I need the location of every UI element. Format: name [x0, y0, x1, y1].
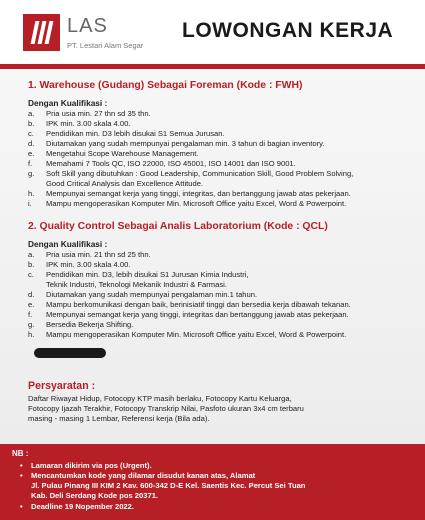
bullet-icon: •: [20, 471, 23, 480]
list-item-letter: b.: [28, 260, 35, 269]
note-item: • Deadline 19 Nopember 2022.: [20, 502, 134, 511]
list-item-letter: g.: [28, 320, 35, 329]
list-item: [28, 149, 199, 159]
list-item-letter: f.: [28, 310, 33, 319]
header: [0, 0, 425, 68]
bullet-icon: •: [20, 502, 23, 511]
list-item-letter: a.: [28, 250, 35, 259]
list-item-letter: e.: [28, 300, 35, 309]
redacted-bar: [34, 348, 106, 358]
notes-panel: [0, 444, 425, 520]
list-item: [28, 260, 130, 270]
position-1-heading: 1. Warehouse (Gudang) Sebagai Foreman (Kode : FWH): [28, 80, 303, 91]
note-item: • Lamaran dikirim via pos (Urgent).: [20, 461, 152, 470]
list-item: [28, 330, 346, 340]
requirements-title: Persyaratan :: [28, 380, 96, 392]
logo-subtitle: PT. Lestari Alam Segar: [67, 41, 144, 50]
bullet-icon: •: [20, 461, 23, 470]
list-item-letter: d.: [28, 290, 35, 299]
list-item-text: Diutamakan yang sudah mempunyai pengalaman min.1 tahun.: [46, 290, 258, 299]
list-item: [28, 169, 353, 189]
list-item-continuation: Teknik Industri, Teknologi Mekanik Industri & Farmasi.: [46, 280, 227, 289]
list-item-text: Pria usia min. 27 thn sd 35 thn.: [46, 109, 151, 118]
list-item-letter: e.: [28, 149, 35, 158]
list-item-text: Memahami 7 Tools QC, ISO 22000, ISO 45001, ISO 14001 dan ISO 9001.: [46, 159, 296, 168]
list-item-continuation: Good Critical Analysis dan Excellence Attitude.: [46, 179, 204, 188]
position-2-heading: 2. Quality Control Sebagai Analis Laboratorium (Kode : QCL): [28, 221, 328, 232]
logo-name: LAS: [67, 15, 108, 37]
list-item-letter: h.: [28, 330, 35, 339]
list-item-text: Diutamakan yang sudah mempunyai pengalaman min. 3 tahun di bagian inventory.: [46, 139, 325, 148]
list-item-letter: b.: [28, 119, 35, 128]
list-item: [28, 129, 225, 139]
list-item: [28, 159, 296, 169]
list-item-text: Mempunyai semangat kerja yang tinggi, integritas, dan bertanggung jawab atas pekerjaan.: [46, 189, 351, 198]
position-2-qual-label: Dengan Kualifikasi :: [28, 239, 108, 249]
note-address-line: Kab. Deli Serdang Kode pos 20371.: [31, 491, 159, 500]
list-item-text: Pria usia min. 21 thn sd 25 thn.: [46, 250, 151, 259]
list-item-letter: c.: [28, 129, 34, 138]
company-logo-icon: [23, 14, 60, 51]
list-item: [28, 320, 133, 330]
list-item: [28, 290, 257, 300]
list-item-text: IPK min. 3.00 skala 4.00.: [46, 119, 131, 128]
list-item-text: IPK min. 3.00 skala 4.00.: [46, 260, 131, 269]
list-item-text: Mampu mengoperasikan Komputer Min. Microsoft Office yaitu Excel, Word & Powerpoint.: [46, 330, 347, 339]
list-item: [28, 310, 349, 320]
list-item-letter: f.: [28, 159, 33, 168]
requirements-line: Daftar Riwayat Hidup, Fotocopy KTP masih berlaku, Fotocopy Kartu Keluarga,: [28, 394, 292, 403]
list-item: [28, 250, 151, 260]
list-item: [28, 300, 351, 310]
list-item-text: Mengetahui Scope Warehouse Management.: [46, 149, 199, 158]
list-item: [28, 139, 324, 149]
list-item-text: Pendidikan min. D3, lebih disukai S1 Jurusan Kimia Industri,: [46, 270, 249, 279]
list-item-text: Mampu mengoperasikan Komputer Min. Microsoft Office yaitu Excel, Word & Powerpoint.: [46, 199, 347, 208]
list-item-letter: g.: [28, 169, 35, 178]
notes-label: NB :: [12, 449, 29, 458]
requirements-body: [28, 394, 398, 424]
list-item: [28, 199, 346, 209]
list-item-letter: c.: [28, 270, 34, 279]
note-address-line: Jl. Pulau Pinang III KIM 2 Kav. 600-342 D-E Kel. Saentis Kec. Percut Sei Tuan: [31, 481, 306, 490]
requirements-line: Fotocopy Ijazah Terakhir, Fotocopy Transkrip Nilai, Pasfoto ukuran 3x4 cm terbaru: [28, 404, 304, 413]
list-item-text: Mampu berkomunikasi dengan baik, berinisiatif tinggi dan bersedia kerja dibawah tekanan.: [46, 300, 351, 309]
list-item: [28, 109, 151, 119]
note-item: • Mencantumkan kode yang dilamar disudut kanan atas, Alamat: [20, 471, 256, 480]
list-item-letter: h.: [28, 189, 35, 198]
list-item-text: Soft Skill yang dibutuhkan : Good Leadership, Communication Skill, Good Problem Solving,: [46, 169, 354, 178]
page-title: LOWONGAN KERJA: [182, 19, 394, 42]
list-item-letter: a.: [28, 109, 35, 118]
list-item: [28, 119, 130, 129]
list-item-text: Bersedia Bekerja Shifting.: [46, 320, 134, 329]
list-item: [28, 270, 249, 290]
list-item: [28, 189, 351, 199]
list-item-text: Mempunyai semangat kerja yang tinggi, integritas dan bertanggung jawab atas pekerjaan.: [46, 310, 349, 319]
list-item-letter: d.: [28, 139, 35, 148]
requirements-line: masing - masing 1 Lembar, Referensi kerja (Bila ada).: [28, 414, 210, 423]
list-item-text: Pendidikan min. D3 lebih disukai S1 Semua Jurusan.: [46, 129, 225, 138]
list-item-letter: i.: [28, 199, 32, 208]
position-1-qual-label: Dengan Kualifikasi :: [28, 98, 108, 108]
